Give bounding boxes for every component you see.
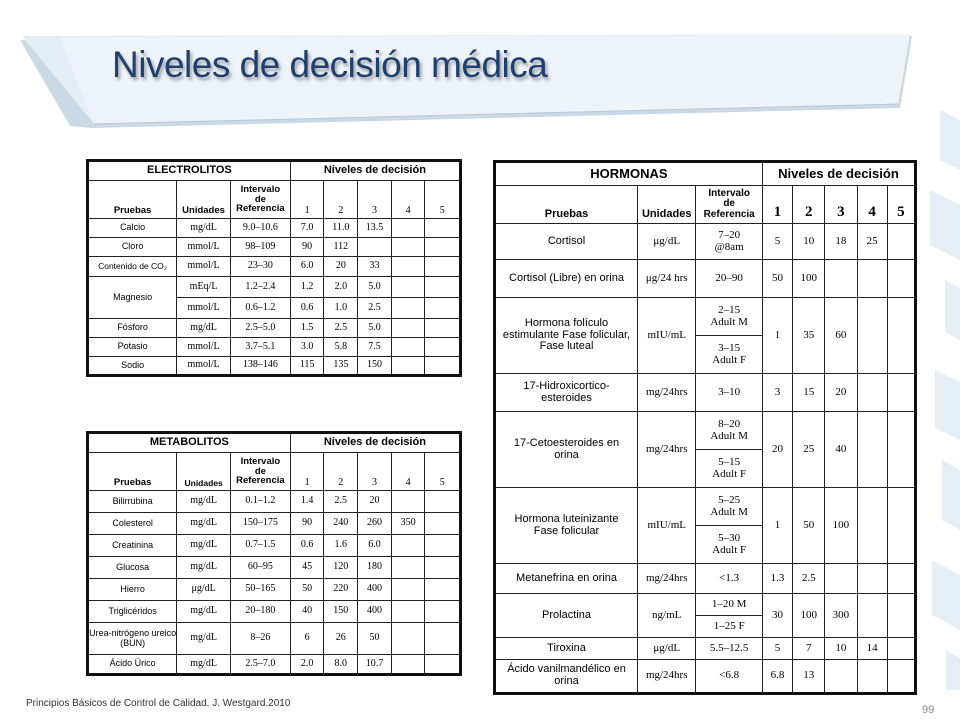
cell-level [857, 298, 887, 374]
page-title: Niveles de decisión médica [112, 44, 548, 85]
cell-prueba: Cortisol [495, 224, 638, 260]
cell-level: 35 [793, 298, 825, 374]
cell-level: 6.0 [358, 535, 392, 557]
cell-level [857, 260, 887, 298]
table-row [88, 513, 461, 535]
cell-prueba: Bilirrubina [88, 491, 177, 513]
cell-prueba: Sodio [88, 357, 177, 376]
cell-ref: 23–30 [230, 257, 290, 277]
cell-level: 25 [793, 412, 825, 488]
cell-level [391, 655, 425, 675]
cell-level: 150 [358, 357, 392, 376]
cell-unidad: mg/dL [177, 219, 231, 238]
level-header: 1 [762, 186, 792, 224]
cell-unidad: mEq/L [177, 277, 231, 298]
cell-unidad: mg/dL [177, 319, 231, 338]
cell-level [887, 260, 915, 298]
cell-prueba: Ácido vanilmandélico en orina [495, 660, 638, 694]
cell-unidad: μg/dL [177, 579, 231, 601]
cell-level: 135 [324, 357, 358, 376]
cell-prueba: Ácido Úrico [88, 655, 177, 675]
header-intervalo [230, 181, 290, 219]
cell-ref: 150–175 [230, 513, 290, 535]
cell-level [425, 357, 461, 376]
cell-level: 220 [324, 579, 358, 601]
cell-level: 1 [762, 298, 792, 374]
cell-level [857, 374, 887, 412]
cell-level [391, 238, 425, 257]
cell-unidad: mmol/L [177, 257, 231, 277]
table-row [88, 601, 461, 623]
cell-level: 0.6 [290, 535, 324, 557]
cell-unidad: mmol/L [177, 238, 231, 257]
ref-line: 8–20 [718, 417, 741, 430]
cell-ref [696, 488, 762, 526]
table-row [88, 491, 461, 513]
cell-ref: 0.7–1.5 [230, 535, 290, 557]
cell-level: 7 [793, 638, 825, 660]
table-row [88, 357, 461, 376]
table-row [495, 594, 916, 616]
cell-level [825, 660, 857, 694]
level-header: 2 [324, 181, 358, 219]
table-row [495, 374, 916, 412]
cell-level [391, 623, 425, 655]
cell-level: 14 [857, 638, 887, 660]
cell-level: 13.5 [358, 219, 392, 238]
cell-level: 11.0 [324, 219, 358, 238]
header-intervalo [230, 453, 290, 491]
cell-prueba: Calcio [88, 219, 177, 238]
cell-level: 1.2 [290, 277, 324, 298]
cell-unidad: mg/24hrs [638, 564, 696, 594]
cell-level: 112 [324, 238, 358, 257]
cell-ref: 2.5–5.0 [230, 319, 290, 338]
cell-ref: 98–109 [230, 238, 290, 257]
cell-unidad: ng/mL [638, 594, 696, 638]
cell-level [391, 338, 425, 357]
cell-level [391, 491, 425, 513]
cell-prueba: Magnesio [88, 277, 177, 319]
cell-level: 1.6 [324, 535, 358, 557]
cell-unidad: mIU/mL [638, 488, 696, 564]
cell-level: 2.5 [324, 319, 358, 338]
cell-level [887, 224, 915, 260]
header-intervalo-line: de [723, 198, 735, 210]
cell-level: 150 [324, 601, 358, 623]
cell-level [391, 535, 425, 557]
ref-line: 3–15 [718, 341, 741, 354]
cell-prueba: Creatinina [88, 535, 177, 557]
cell-level [887, 638, 915, 660]
cell-ref [696, 450, 762, 488]
cell-level: 18 [825, 224, 857, 260]
cell-unidad: μg/dL [638, 224, 696, 260]
header-pruebas: Pruebas [495, 186, 638, 224]
cell-level: 30 [762, 594, 792, 638]
cell-level: 50 [358, 623, 392, 655]
cell-level [887, 374, 915, 412]
table-row [495, 564, 916, 594]
cell-ref: <6.8 [696, 660, 762, 694]
cell-level [391, 277, 425, 298]
cell-level: 1.3 [762, 564, 792, 594]
cell-level: 1.4 [290, 491, 324, 513]
cell-level: 260 [358, 513, 392, 535]
cell-prueba: Colesterol [88, 513, 177, 535]
cell-ref [696, 336, 762, 374]
cell-ref: 9.0–10.6 [230, 219, 290, 238]
cell-unidad: mg/dL [177, 513, 231, 535]
cell-level: 100 [793, 594, 825, 638]
cell-level [425, 338, 461, 357]
header-intervalo-line: Intervalo [708, 187, 750, 199]
levels-header: Niveles de decisión [762, 162, 915, 186]
cell-level [425, 277, 461, 298]
cell-prueba: Metanefrina en orina [495, 564, 638, 594]
ref-line: 5–25 [718, 493, 741, 506]
cell-level: 2.5 [793, 564, 825, 594]
level-header: 3 [358, 453, 392, 491]
section-title: METABOLITOS [88, 433, 291, 453]
cell-prueba: Tiroxina [495, 638, 638, 660]
header-unidades: Unidades [638, 186, 696, 224]
cell-unidad: mmol/L [177, 338, 231, 357]
cell-level: 33 [358, 257, 392, 277]
header-intervalo-line: Intervalo [240, 183, 281, 195]
header-intervalo [696, 186, 762, 224]
level-header: 2 [793, 186, 825, 224]
cell-level: 50 [762, 260, 792, 298]
cell-level: 0.6 [290, 298, 324, 319]
cell-level [425, 298, 461, 319]
cell-prueba: Potasio [88, 338, 177, 357]
header-unidades: Unidades [177, 181, 231, 219]
cell-level: 180 [358, 557, 392, 579]
table-row [88, 277, 461, 298]
level-header: 3 [825, 186, 857, 224]
cell-prueba: Hierro [88, 579, 177, 601]
ref-line: Adult M [710, 429, 748, 442]
cell-ref: 5.5–12.5 [696, 638, 762, 660]
table-row [495, 260, 916, 298]
levels-header: Niveles de decisión [290, 433, 460, 453]
hormonas-table [493, 160, 917, 695]
table-row [88, 219, 461, 238]
ref-line: Adult F [712, 467, 747, 480]
cell-ref: 1–20 M [696, 594, 762, 616]
cell-level: 10 [825, 638, 857, 660]
table-row [495, 224, 916, 260]
cell-level: 240 [324, 513, 358, 535]
cell-level: 120 [324, 557, 358, 579]
cell-ref: 60–95 [230, 557, 290, 579]
cell-level: 20 [825, 374, 857, 412]
level-header: 5 [887, 186, 915, 224]
cell-level: 50 [793, 488, 825, 564]
cell-ref: 8–26 [230, 623, 290, 655]
cell-level: 10 [793, 224, 825, 260]
cell-ref: 20–90 [696, 260, 762, 298]
level-header: 2 [324, 453, 358, 491]
ref-line: Adult M [710, 315, 748, 328]
cell-prueba: Triglicéridos [88, 601, 177, 623]
header-intervalo-line: Referencia [236, 203, 285, 215]
level-header: 3 [358, 181, 392, 219]
cell-level: 3 [762, 374, 792, 412]
cell-level [425, 219, 461, 238]
cell-level: 2.5 [358, 298, 392, 319]
table-row [495, 638, 916, 660]
ref-line: Adult F [712, 543, 747, 556]
table-row [88, 623, 461, 655]
cell-level: 400 [358, 601, 392, 623]
cell-ref: 1.2–2.4 [230, 277, 290, 298]
cell-level: 50 [290, 579, 324, 601]
cell-level [425, 579, 461, 601]
cell-level [425, 513, 461, 535]
cell-ref: 2.5–7.0 [230, 655, 290, 675]
level-header: 1 [290, 453, 324, 491]
cell-level: 25 [857, 224, 887, 260]
cell-ref: 20–180 [230, 601, 290, 623]
cell-level [391, 557, 425, 579]
cell-unidad: μg/24 hrs [638, 260, 696, 298]
cell-ref [696, 526, 762, 564]
ref-line: Adult F [712, 353, 747, 366]
cell-level: 5.0 [358, 319, 392, 338]
section-title: ELECTROLITOS [88, 161, 291, 181]
levels-header: Niveles de decisión [290, 161, 460, 181]
cell-level [857, 564, 887, 594]
table-row [88, 238, 461, 257]
cell-level: 5 [762, 224, 792, 260]
cell-level: 350 [391, 513, 425, 535]
cell-level [887, 488, 915, 564]
cell-level: 115 [290, 357, 324, 376]
ref-line: 5–15 [718, 455, 741, 468]
cell-level: 100 [793, 260, 825, 298]
ref-line: 5–30 [718, 531, 741, 544]
cell-level [358, 238, 392, 257]
cell-unidad: mg/24hrs [638, 374, 696, 412]
cell-level [425, 257, 461, 277]
cell-level: 5.0 [358, 277, 392, 298]
cell-level [825, 564, 857, 594]
header-intervalo-line: Referencia [236, 475, 285, 487]
header-intervalo-line: Referencia [703, 208, 755, 220]
cell-level [391, 257, 425, 277]
level-header: 1 [290, 181, 324, 219]
cell-level: 26 [324, 623, 358, 655]
cell-level: 3.0 [290, 338, 324, 357]
cell-level: 40 [825, 412, 857, 488]
table-row [88, 257, 461, 277]
cell-level: 2.0 [290, 655, 324, 675]
cell-level: 2.0 [324, 277, 358, 298]
cell-level [857, 412, 887, 488]
cell-level: 5 [762, 638, 792, 660]
cell-level: 100 [825, 488, 857, 564]
table-row [88, 338, 461, 357]
cell-level [857, 660, 887, 694]
ref-line: 7–20 [718, 228, 741, 241]
level-header: 4 [857, 186, 887, 224]
table-row [88, 655, 461, 675]
level-header: 4 [391, 453, 425, 491]
table-row [88, 319, 461, 338]
cell-level: 7.5 [358, 338, 392, 357]
cell-level: 20 [324, 257, 358, 277]
cell-level [391, 601, 425, 623]
cell-unidad: mg/dL [177, 491, 231, 513]
cell-level: 1.0 [324, 298, 358, 319]
cell-ref [696, 224, 762, 260]
cell-ref: 3.7–5.1 [230, 338, 290, 357]
cell-level [391, 357, 425, 376]
decorative-pattern [920, 110, 960, 690]
cell-level: 10.7 [358, 655, 392, 675]
ref-line: 2–15 [718, 303, 741, 316]
cell-level [425, 557, 461, 579]
cell-level [425, 655, 461, 675]
cell-level: 8.0 [324, 655, 358, 675]
cell-level: 2.5 [324, 491, 358, 513]
cell-level [425, 319, 461, 338]
cell-level: 20 [358, 491, 392, 513]
section-title: HORMONAS [495, 162, 763, 186]
cell-level [391, 579, 425, 601]
cell-level: 40 [290, 601, 324, 623]
cell-ref: 50–165 [230, 579, 290, 601]
cell-unidad: mg/24hrs [638, 412, 696, 488]
cell-level: 6.0 [290, 257, 324, 277]
cell-prueba: Cloro [88, 238, 177, 257]
table-row [495, 488, 916, 526]
cell-level [887, 564, 915, 594]
cell-ref: 0.6–1.2 [230, 298, 290, 319]
header-pruebas: Pruebas [88, 453, 177, 491]
cell-ref: <1.3 [696, 564, 762, 594]
cell-unidad: mIU/mL [638, 298, 696, 374]
electrolitos-table [86, 159, 462, 377]
cell-prueba: Fósforo [88, 319, 177, 338]
cell-prueba: 17-Cetoesteroides en orina [495, 412, 638, 488]
cell-level: 15 [793, 374, 825, 412]
cell-level [887, 660, 915, 694]
cell-level [391, 298, 425, 319]
cell-level [425, 601, 461, 623]
header-pruebas: Pruebas [88, 181, 177, 219]
cell-prueba: Prolactina [495, 594, 638, 638]
cell-level: 6.8 [762, 660, 792, 694]
cell-level: 400 [358, 579, 392, 601]
header-intervalo-line: Intervalo [240, 455, 281, 467]
cell-unidad: mg/24hrs [638, 660, 696, 694]
cell-level [887, 298, 915, 374]
cell-ref: 3–10 [696, 374, 762, 412]
cell-level [887, 594, 915, 638]
cell-level [425, 238, 461, 257]
cell-level [391, 219, 425, 238]
table-row [88, 535, 461, 557]
footer-citation: Principios Básicos de Control de Calidad. J. Westgard.2010 [26, 698, 291, 709]
cell-unidad: μg/dL [638, 638, 696, 660]
header-intervalo-line: de [254, 465, 266, 477]
cell-unidad: mg/dL [177, 535, 231, 557]
cell-level: 90 [290, 238, 324, 257]
cell-level [391, 319, 425, 338]
cell-ref [696, 412, 762, 450]
level-header: 4 [391, 181, 425, 219]
header-intervalo-line: de [254, 193, 266, 205]
cell-level [887, 412, 915, 488]
cell-level [825, 260, 857, 298]
cell-unidad: mmol/L [177, 298, 231, 319]
cell-unidad: mmol/L [177, 357, 231, 376]
header-unidades: Unidades [177, 453, 231, 491]
cell-level: 20 [762, 412, 792, 488]
cell-prueba: Hormona luteinizante Fase folicular [495, 488, 638, 564]
cell-level [857, 488, 887, 564]
cell-level [425, 535, 461, 557]
level-header: 5 [425, 453, 461, 491]
level-header: 5 [425, 181, 461, 219]
cell-prueba: Glucosa [88, 557, 177, 579]
cell-prueba: Urea-nitrógeno ureico (BUN) [88, 623, 177, 655]
cell-level: 60 [825, 298, 857, 374]
cell-unidad: mg/dL [177, 557, 231, 579]
table-row [88, 557, 461, 579]
cell-level: 300 [825, 594, 857, 638]
cell-level: 1.5 [290, 319, 324, 338]
cell-level: 45 [290, 557, 324, 579]
cell-level: 13 [793, 660, 825, 694]
metabolitos-table [86, 431, 462, 676]
cell-level: 7.0 [290, 219, 324, 238]
cell-level: 5.8 [324, 338, 358, 357]
cell-unidad: mg/dL [177, 623, 231, 655]
cell-level: 1 [762, 488, 792, 564]
ref-line: @8am [714, 240, 744, 253]
cell-level [425, 491, 461, 513]
table-row [495, 412, 916, 450]
table-row [495, 298, 916, 336]
page-number: 99 [922, 704, 935, 716]
cell-level: 6 [290, 623, 324, 655]
cell-ref [696, 298, 762, 336]
cell-prueba: Cortisol (Libre) en orina [495, 260, 638, 298]
table-row [495, 660, 916, 694]
cell-prueba: 17-Hidroxicortico-esteroides [495, 374, 638, 412]
cell-prueba: Contenido de CO₂ [88, 257, 177, 277]
cell-unidad: mg/dL [177, 601, 231, 623]
table-row [88, 579, 461, 601]
ref-line: Adult M [710, 505, 748, 518]
cell-level [425, 623, 461, 655]
cell-ref: 138–146 [230, 357, 290, 376]
cell-ref: 0.1–1.2 [230, 491, 290, 513]
cell-prueba: Hormona folículo estimulante Fase folicular, Fase luteal [495, 298, 638, 374]
cell-level [857, 594, 887, 638]
cell-level: 90 [290, 513, 324, 535]
cell-unidad: mg/dL [177, 655, 231, 675]
cell-ref: 1–25 F [696, 616, 762, 638]
